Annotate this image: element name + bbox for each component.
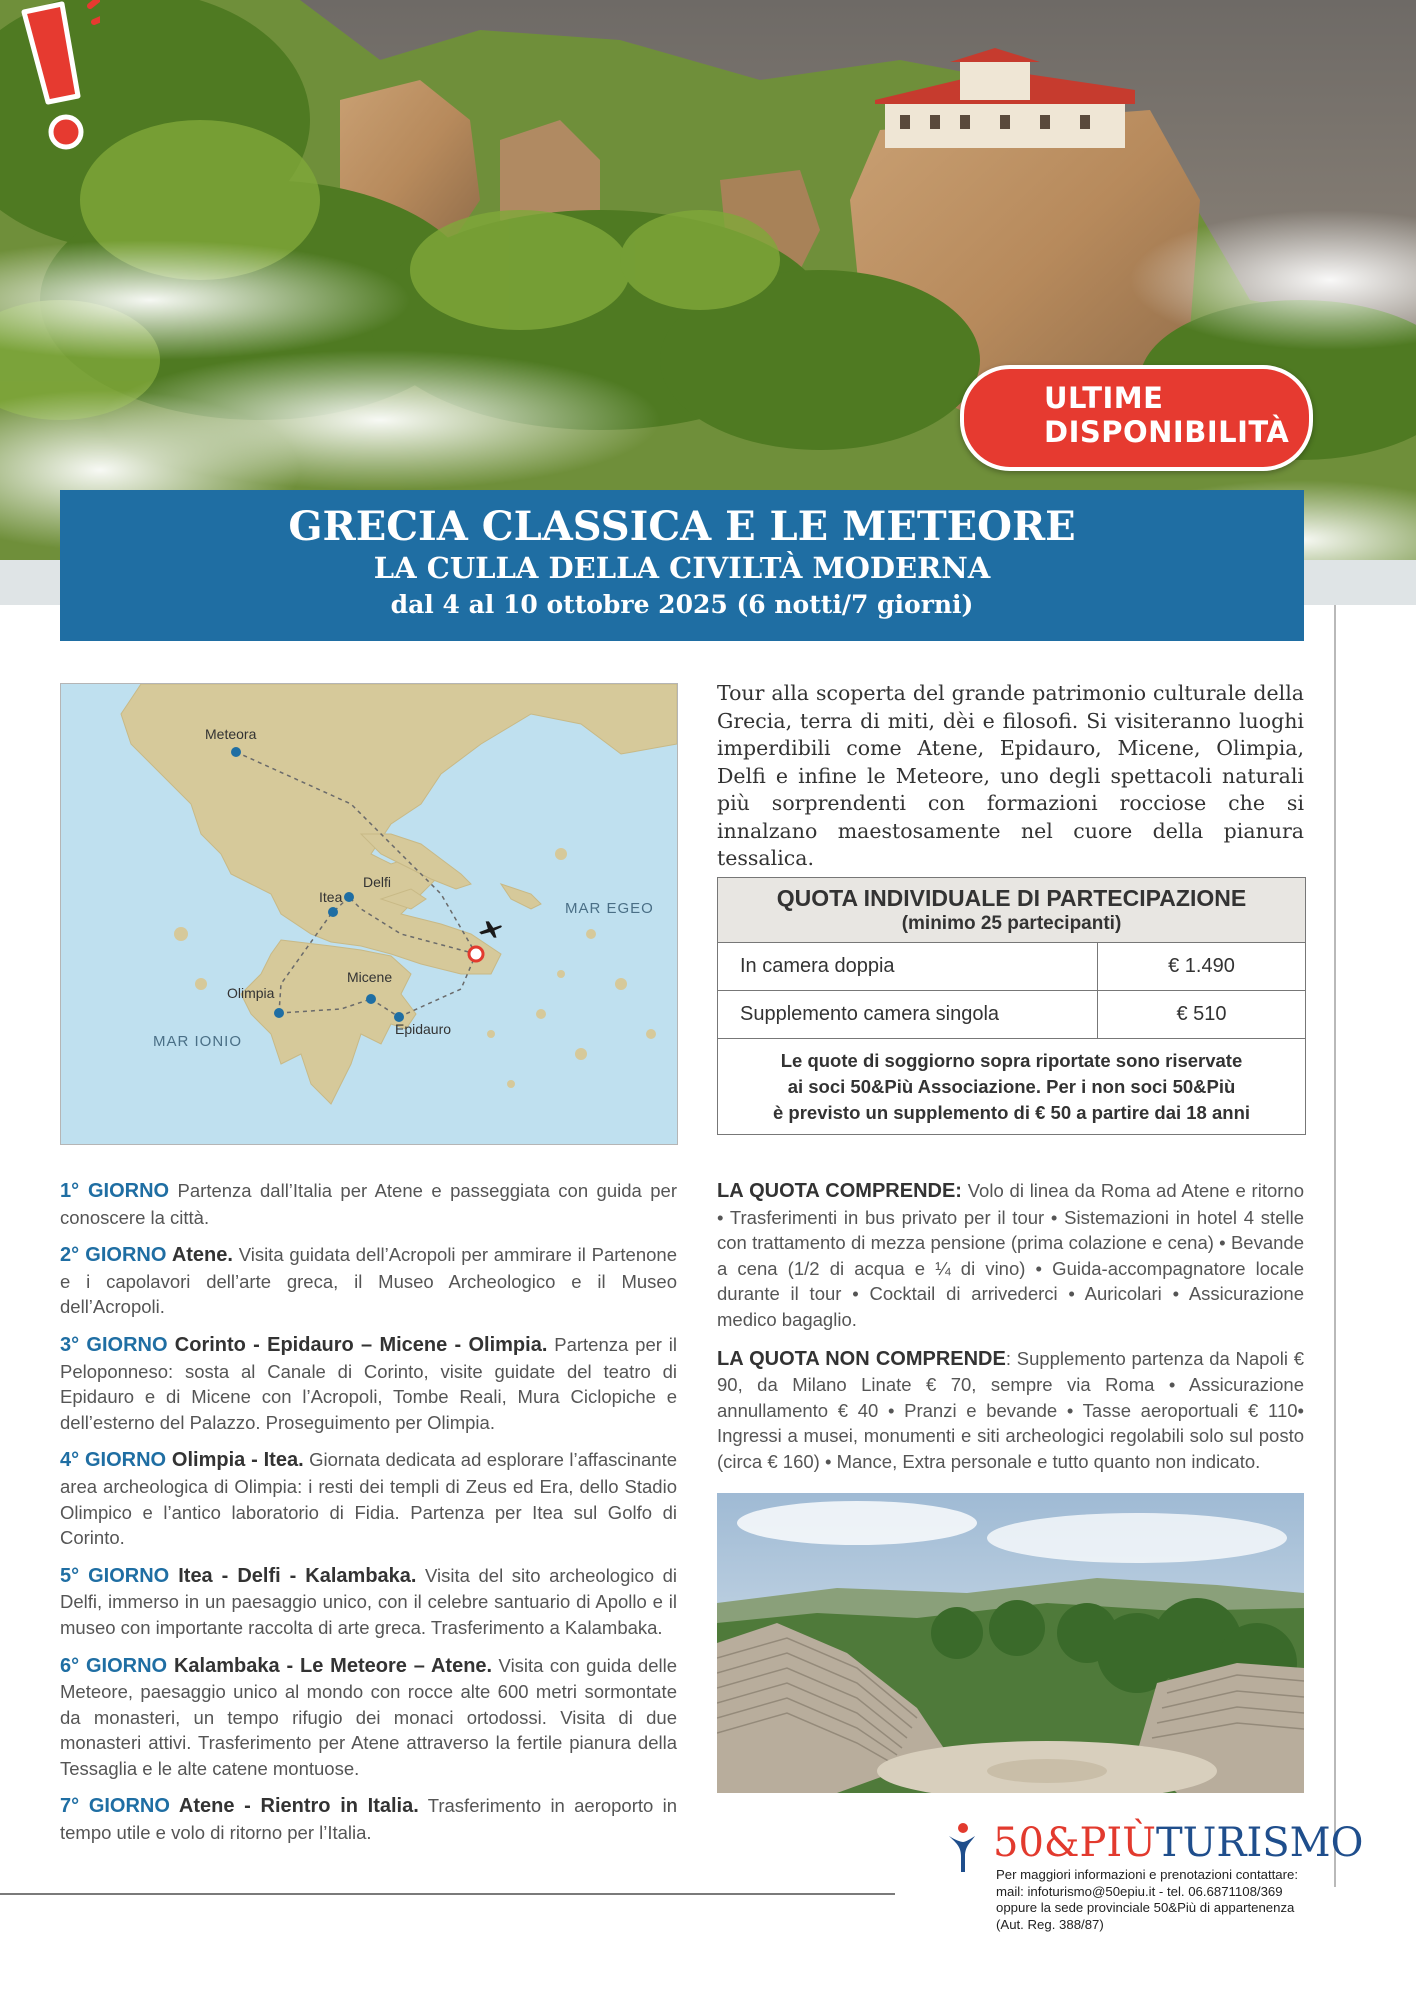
map-city-itea: Itea [319, 889, 343, 905]
day-title: Atene - Rientro in Italia. [169, 1795, 419, 1818]
day-text: Trasferimento in aeroporto in tempo utile e volo di ritorno per l’Italia. [60, 1795, 677, 1844]
day-text: Partenza per il Peloponneso: sosta al Canale di Corinto, visite guidate del teatro di Epidauro e di Micene con l’Acropoli, Tombe Reali, Mura Ciclopiche e dell’esterno del Palazzo. Proseguimento per Olimpia. [60, 1333, 677, 1433]
epidaurus-theatre-photo [717, 1493, 1304, 1793]
trip-dates: dal 4 al 10 ottobre 2025 (6 notti/7 giorni) [390, 590, 974, 619]
badge-text [1044, 381, 1289, 449]
price-header [718, 878, 1305, 943]
theatre-drawing [717, 1493, 1304, 1793]
price-note-line: ai soci 50&Più Associazione. Per i non soci 50&Più [787, 1076, 1236, 1097]
includes-heading: LA QUOTA COMPRENDE: [717, 1180, 962, 1202]
excludes-text: : Supplemento partenza da Napoli € 90, da Milano Linate € 70, sempre via Roma • Assicurazione annullamento € 40 • Pranzi e bevande • Tasse aeroportuali € 110• Ingressi a musei, monumenti e siti archeologici regolabili solo sul posto (circa € 160) • Mance, Extra personale e tutto quanto non indicato. [717, 1347, 1305, 1472]
contact-line: mail: infoturismo@50epiu.it - tel. 06.6871108/369 [996, 1883, 1283, 1899]
route-map [60, 683, 678, 1145]
day-number: 4° GIORNO [60, 1449, 167, 1472]
last-availability-badge [960, 365, 1313, 471]
price-note-line: Le quote di soggiorno sopra riportate sono riservate [780, 1050, 1243, 1071]
day-text: Visita guidata dell’Acropoli per ammirare il Partenone e i capolavori dell’arte greca, il Museo Archeologico e il Museo dell’Acropoli. [60, 1244, 677, 1318]
contact-info [996, 1867, 1326, 1933]
logo-part-2: TURISMO [1155, 1820, 1364, 1866]
quota-excludes [717, 1346, 1304, 1475]
day-number: 5° GIORNO [60, 1564, 170, 1587]
day-title: Olimpia - Itea. [166, 1449, 304, 1472]
badge-line-2: DISPONIBILITÀ [1044, 415, 1290, 449]
exclamation-icon [0, 0, 100, 160]
price-row-double [718, 943, 1305, 991]
includes-text: Volo di linea da Roma ad Atene e ritorno • Trasferimenti in bus privato per il tour • Sistemazioni in hotel 4 stelle con trattamento di mezza pensione (prima colazione e cena) • Bevande a cena (1/2 di acqua e ¼ di vino) • Guida-accompagnatore locale durante il tour • Cocktail di arrivederci • Auricolari • Assicurazione medico bagaglio. [717, 1180, 1304, 1330]
price-row-single [718, 991, 1305, 1039]
price-label: In camera doppia [718, 943, 1098, 990]
map-city-olimpia: Olimpia [227, 985, 275, 1001]
tour-intro: Tour alla scoperta del grande patrimonio culturale della Grecia, terra di miti, dèi e filosofi. Si visiteranno luoghi imperdibili come Atene, Epidauro, Micene, Olimpia, Delfi e infine le Meteore, uno degli spettacoli naturali più sorprendenti con formazioni rocciose che si innalzano maestosamente nel cuore della pianura tessalica. [717, 681, 1304, 870]
map-city-delfi: Delfi [363, 874, 392, 890]
vertical-divider [1334, 605, 1336, 1887]
itinerary-day [60, 1653, 677, 1782]
itinerary-day [60, 1563, 677, 1641]
itinerary [60, 1178, 677, 1858]
contact-line: (Aut. Reg. 388/87) [996, 1916, 1104, 1932]
itinerary-day [60, 1793, 677, 1845]
day-number: 2° GIORNO [60, 1244, 167, 1267]
price-label: Supplemento camera singola [718, 991, 1098, 1038]
itinerary-day [60, 1178, 677, 1230]
bottom-divider [0, 1893, 895, 1895]
price-note [718, 1039, 1305, 1134]
page-title: GRECIA CLASSICA E LE METEORE [288, 503, 1076, 550]
price-note-line: è previsto un supplemento di € 50 a partire dai 18 anni [772, 1102, 1251, 1123]
contact-line: oppure la sede provinciale 50&Più di appartenenza [996, 1900, 1295, 1915]
quota-includes [717, 1178, 1304, 1333]
excludes-heading: LA QUOTA NON COMPRENDE [717, 1347, 1006, 1370]
price-subtitle: (minimo 25 partecipanti) [901, 913, 1122, 934]
company-logo [945, 1818, 1364, 1874]
day-text: Giornata dedicata ad esplorare l’affascinante area archeologica di Olimpia: i resti dei templi di Zeus ed Era, dello Stadio Olimpico e l’antico laboratorio di Fidia. Partenza per Itea sul Golfo di Corinto. [60, 1449, 678, 1549]
airplane-icon [477, 917, 503, 943]
map-city-micene: Micene [347, 969, 393, 985]
quota-details [717, 1178, 1304, 1488]
map-sea-ionio: MAR IONIO [153, 1033, 243, 1050]
day-number: 7° GIORNO [60, 1795, 170, 1818]
badge-line-1: ULTIME [1044, 381, 1164, 415]
map-city-meteora: Meteora [205, 726, 257, 742]
logo-part-1: 50&PIÙ [993, 1820, 1156, 1866]
price-table [717, 877, 1306, 1135]
day-text: Partenza dall’Italia per Atene e passeggiata con guida per conoscere la città. [60, 1180, 677, 1228]
itinerary-day [60, 1242, 677, 1320]
day-number: 1° GIORNO [60, 1180, 170, 1202]
title-banner [60, 490, 1304, 641]
day-title: Itea - Delfi - Kalambaka. [169, 1564, 417, 1587]
day-title: Corinto - Epidauro – Micene - Olimpia. [167, 1333, 548, 1356]
page-subtitle: LA CULLA DELLA CIVILTÀ MODERNA [373, 551, 991, 585]
itinerary-day [60, 1447, 677, 1550]
day-title: Kalambaka - Le Meteore – Atene. [167, 1654, 493, 1677]
logo-wordmark [993, 1818, 1363, 1868]
price-value: € 1.490 [1168, 955, 1235, 977]
day-text: Visita con guida delle Meteore, paesaggio unico al mondo con rocce alte 600 metri sormontate da monasteri, un tempo rifugio dei monaci ortodossi. Visita di due monasteri attivi. Trasferimento per Atene attraverso la fertile pianura della Tessaglia e le alte catene montuose. [60, 1654, 677, 1779]
day-number: 6° GIORNO [60, 1654, 168, 1677]
map-city-epidauro: Epidauro [395, 1021, 452, 1037]
itinerary-day [60, 1332, 677, 1435]
map-sea-egeo: MAR EGEO [565, 900, 654, 917]
logo-figure-icon [945, 1822, 977, 1874]
day-number: 3° GIORNO [60, 1333, 168, 1356]
day-title: Atene. [166, 1244, 233, 1267]
price-title: QUOTA INDIVIDUALE DI PARTECIPAZIONE [776, 885, 1247, 911]
contact-line: Per maggiori informazioni e prenotazioni contattare: [996, 1867, 1299, 1882]
price-value: € 510 [1176, 1003, 1227, 1025]
day-text: Visita del sito archeologico di Delfi, immerso in un paesaggio unico, con il celebre santuario di Apollo e il museo con importante raccolta di arte greca. Trasferimento a Kalambaka. [60, 1564, 678, 1638]
